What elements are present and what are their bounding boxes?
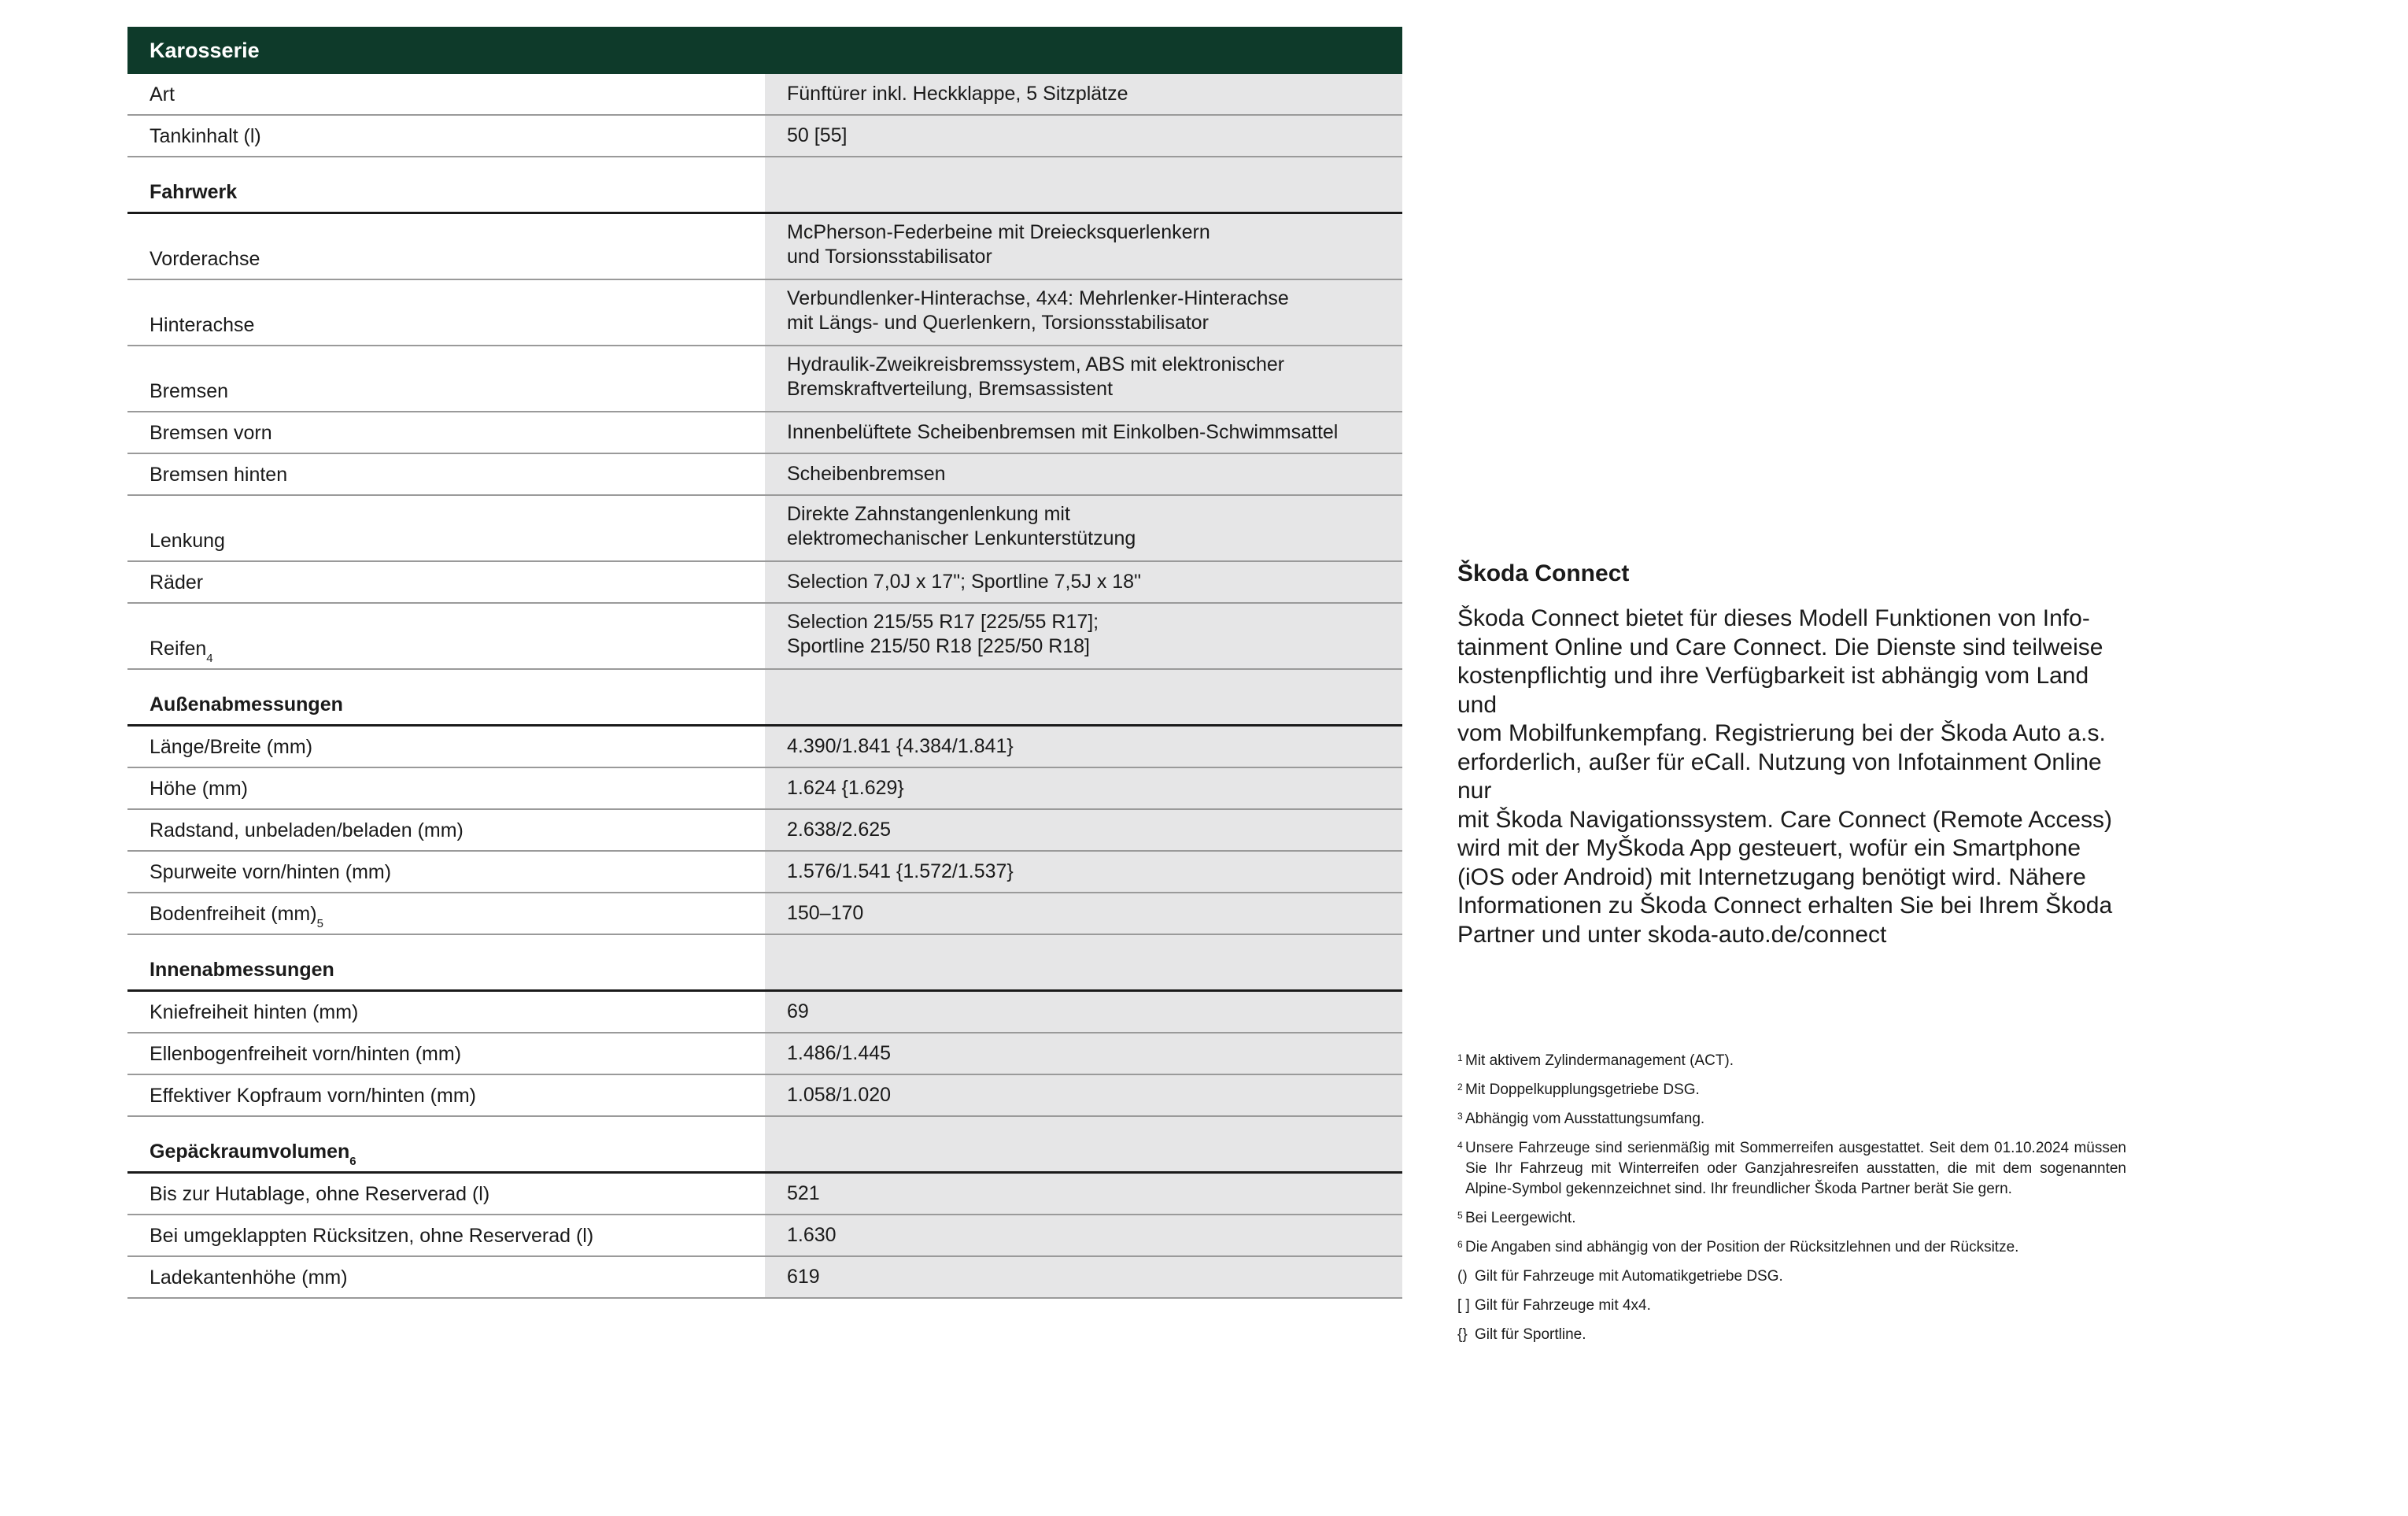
footnote (1457, 1208, 2126, 1229)
row-value (765, 562, 1402, 602)
footnote-text: Abhängig vom Ausstattungsumfang. (1465, 1111, 1705, 1127)
footnote (1457, 1138, 2126, 1200)
table-row (127, 214, 1402, 280)
connect-text-line: tainment Online und Care Connect. Die Dienste sind teilweise (1457, 634, 2103, 660)
value-line: 4.390/1.841 {4.384/1.841} (787, 735, 1014, 757)
connect-text-line: vom Mobilfunkempfang. Registrierung bei der Škoda Auto a.s. (1457, 720, 2106, 746)
footnote-text: Mit aktivem Zylindermanagement (ACT). (1465, 1052, 1734, 1069)
value-line: 1.624 {1.629} (787, 777, 904, 799)
value-line: 521 (787, 1182, 820, 1204)
row-value (765, 935, 1402, 989)
table-row (127, 280, 1402, 346)
value-line: Direkte Zahnstangenlenkung mit (787, 503, 1070, 525)
footnote-text: Mit Doppelkupplungsgetriebe DSG. (1465, 1082, 1700, 1098)
value-line: 1.486/1.445 (787, 1042, 892, 1064)
label-text: Räder (150, 571, 204, 593)
row-value (765, 810, 1402, 850)
row-label (127, 1075, 765, 1115)
row-value (765, 1174, 1402, 1214)
table-row (127, 496, 1402, 562)
label-text: Vorderachse (150, 248, 260, 270)
connect-text-line: (iOS oder Android) mit Internetzugang benötigt wird. Nähere (1457, 863, 2086, 890)
value-line: 619 (787, 1266, 820, 1288)
value-line: Bremskraftverteilung, Bremsassistent (787, 378, 1114, 400)
row-value (765, 454, 1402, 494)
footnote (1457, 1109, 2126, 1130)
value-line: Scheibenbremsen (787, 463, 946, 485)
label-text: Bodenfreiheit (mm) (150, 903, 317, 925)
label-text: Reifen (150, 638, 207, 660)
row-value (765, 496, 1402, 560)
row-label (127, 280, 765, 345)
row-label (127, 1174, 765, 1214)
table-row (127, 992, 1402, 1033)
section-header-karosserie: Karosserie (127, 27, 1402, 74)
table-subheader (127, 1117, 1402, 1174)
row-value (765, 992, 1402, 1032)
row-label (127, 74, 765, 114)
table-row (127, 116, 1402, 157)
label-text: Ellenbogenfreiheit vorn/hinten (mm) (150, 1043, 462, 1065)
footnote-text: Die Angaben sind abhängig von der Position der Rücksitzlehnen und der Rücksitze. (1465, 1239, 2019, 1255)
connect-text-line: wird mit der MyŠkoda App gesteuert, wofür ein Smartphone (1457, 835, 2081, 861)
value-line: Sportline 215/50 R18 [225/50 R18] (787, 635, 1090, 657)
table-row (127, 1215, 1402, 1257)
footnote-mark: 2 (1457, 1082, 1463, 1093)
row-value (765, 727, 1402, 767)
row-value (765, 280, 1402, 345)
row-label (127, 727, 765, 767)
footnote-mark: {} (1457, 1326, 1468, 1343)
value-line: 69 (787, 1000, 809, 1022)
footnote (1457, 1237, 2126, 1258)
footnote (1457, 1080, 2126, 1100)
table-row (127, 1174, 1402, 1215)
row-label (127, 346, 765, 411)
footnote-mark: 5 (1457, 1210, 1463, 1221)
skoda-connect-text (1457, 605, 2126, 949)
table-row (127, 74, 1402, 116)
table-row (127, 604, 1402, 670)
footnote-text: Gilt für Sportline. (1475, 1326, 1586, 1343)
row-label (127, 1033, 765, 1074)
row-value (765, 346, 1402, 411)
value-line: und Torsionsstabilisator (787, 246, 992, 268)
label-text: Kniefreiheit hinten (mm) (150, 1001, 359, 1023)
subheader-label (127, 670, 765, 724)
row-value (765, 852, 1402, 892)
subheader-label (127, 935, 765, 989)
spec-rows (127, 74, 1402, 1299)
label-text: Höhe (mm) (150, 778, 249, 800)
label-text: Hinterachse (150, 314, 255, 336)
skoda-connect-block (1457, 560, 2126, 949)
footnote (1457, 1296, 2126, 1316)
value-line: Verbundlenker-Hinterachse, 4x4: Mehrlenker-Hinterachse (787, 287, 1289, 309)
value-line: 2.638/2.625 (787, 819, 892, 841)
label-text: Bremsen vorn (150, 422, 272, 444)
value-line: 1.576/1.541 {1.572/1.537} (787, 860, 1014, 882)
spec-table (127, 27, 1402, 1299)
row-label (127, 214, 765, 279)
row-value (765, 214, 1402, 279)
row-value (765, 893, 1402, 934)
table-row (127, 454, 1402, 496)
row-value (765, 1257, 1402, 1297)
table-subheader (127, 670, 1402, 727)
label-text: Fahrwerk (150, 181, 238, 203)
label-text: Bis zur Hutablage, ohne Reserverad (l) (150, 1183, 490, 1205)
label-text: Spurweite vorn/hinten (mm) (150, 861, 392, 883)
row-label (127, 768, 765, 808)
value-line: elektromechanischer Lenkunterstützung (787, 527, 1136, 549)
row-label (127, 496, 765, 560)
row-label: Reifen $^4$ (127, 604, 765, 668)
row-label: Bodenfreiheit (mm) $^5$ (127, 893, 765, 934)
label-text: Effektiver Kopfraum vorn/hinten (mm) (150, 1085, 476, 1107)
row-value (765, 670, 1402, 724)
label-text: Art (150, 83, 175, 105)
footnotes (1457, 1051, 2126, 1354)
connect-text-line: Partner und unter skoda-auto.de/connect (1457, 921, 1887, 948)
row-label (127, 1257, 765, 1297)
value-line: 1.630 (787, 1224, 837, 1246)
label-text: Tankinhalt (l) (150, 125, 261, 147)
row-value (765, 74, 1402, 114)
footnote-text: Gilt für Fahrzeuge mit Automatikgetriebe DSG. (1475, 1268, 1783, 1285)
row-label (127, 454, 765, 494)
table-subheader (127, 935, 1402, 992)
label-text: Außenabmessungen (150, 693, 343, 715)
table-row (127, 727, 1402, 768)
row-value (765, 412, 1402, 453)
label-text: Bremsen (150, 380, 229, 402)
footnote-mark: [ ] (1457, 1297, 1470, 1314)
footnote-mark: 1 (1457, 1052, 1463, 1063)
row-label (127, 810, 765, 850)
table-row (127, 1075, 1402, 1117)
subheader-label: Gepäckraumvolumen $^6$ (127, 1117, 765, 1171)
label-text: Lenkung (150, 530, 225, 552)
table-row (127, 346, 1402, 412)
label-text: Radstand, unbeladen/beladen (mm) (150, 819, 464, 841)
value-line: Selection 215/55 R17 [225/55 R17]; (787, 611, 1099, 633)
label-text: Gepäckraumvolumen (150, 1141, 350, 1163)
row-label (127, 412, 765, 453)
row-value (765, 157, 1402, 212)
label-text: Ladekantenhöhe (mm) (150, 1266, 348, 1289)
value-line: mit Längs- und Querlenkern, Torsionsstabilisator (787, 312, 1209, 334)
subheader-label (127, 157, 765, 212)
footnote (1457, 1051, 2126, 1071)
row-label (127, 992, 765, 1032)
connect-text-line: kostenpflichtig und ihre Verfügbarkeit ist abhängig vom Land und (1457, 663, 2089, 718)
connect-text-line: Škoda Connect bietet für dieses Modell Funktionen von Info- (1457, 605, 2090, 631)
row-value (765, 1117, 1402, 1171)
value-line: Fünftürer inkl. Heckklappe, 5 Sitzplätze (787, 83, 1128, 105)
value-line: 150–170 (787, 902, 864, 924)
row-value (765, 1215, 1402, 1255)
row-label (127, 116, 765, 156)
table-row (127, 810, 1402, 852)
value-line: 50 [55] (787, 124, 848, 146)
row-value (765, 116, 1402, 156)
footnote-mark: 3 (1457, 1111, 1463, 1122)
footnote-text: Unsere Fahrzeuge sind serienmäßig mit Sommerreifen ausgestattet. Seit dem 01.10.2024 müssen Sie Ihr Fahrzeug mit Winterreifen oder Ganzjahresreifen ausstatten, die mit dem sogenannten Alpine-Symbol gekennzeichnet sind. Ihr freundlicher Škoda Partner berät Sie gern. (1465, 1140, 2126, 1197)
row-value (765, 768, 1402, 808)
label-text: Bei umgeklappten Rücksitzen, ohne Reserverad (l) (150, 1225, 594, 1247)
table-row (127, 1257, 1402, 1299)
label-text: Bremsen hinten (150, 464, 288, 486)
value-line: Hydraulik-Zweikreisbremssystem, ABS mit elektronischer (787, 353, 1285, 375)
skoda-connect-title: Škoda Connect (1457, 560, 1630, 586)
row-label (127, 1215, 765, 1255)
table-row (127, 852, 1402, 893)
footnote (1457, 1266, 2126, 1287)
table-row (127, 412, 1402, 454)
label-text: Innenabmessungen (150, 959, 334, 981)
value-line: 1.058/1.020 (787, 1084, 892, 1106)
table-row (127, 1033, 1402, 1075)
footnote-text: Bei Leergewicht. (1465, 1210, 1576, 1226)
label-text: Länge/Breite (mm) (150, 736, 313, 758)
row-label (127, 852, 765, 892)
table-row (127, 768, 1402, 810)
footnote-text: Gilt für Fahrzeuge mit 4x4. (1475, 1297, 1651, 1314)
table-row (127, 893, 1402, 935)
footnote-mark: () (1457, 1268, 1468, 1285)
row-value (765, 604, 1402, 668)
row-value (765, 1075, 1402, 1115)
footnote-mark: 4 (1457, 1140, 1463, 1151)
footnote (1457, 1325, 2126, 1345)
footnote-mark: 6 (1457, 1239, 1463, 1250)
value-line: Selection 7,0J x 17"; Sportline 7,5J x 18" (787, 571, 1141, 593)
connect-text-line: Informationen zu Škoda Connect erhalten Sie bei Ihrem Škoda (1457, 893, 2113, 919)
value-line: Innenbelüftete Scheibenbremsen mit Einkolben-Schwimmsattel (787, 421, 1339, 443)
table-row (127, 562, 1402, 604)
row-value (765, 1033, 1402, 1074)
table-subheader (127, 157, 1402, 214)
connect-text-line: mit Škoda Navigationssystem. Care Connect (Remote Access) (1457, 806, 2112, 833)
row-label (127, 562, 765, 602)
connect-text-line: erforderlich, außer für eCall. Nutzung von Infotainment Online nur (1457, 749, 2102, 804)
value-line: McPherson-Federbeine mit Dreiecksquerlenkern (787, 221, 1210, 243)
